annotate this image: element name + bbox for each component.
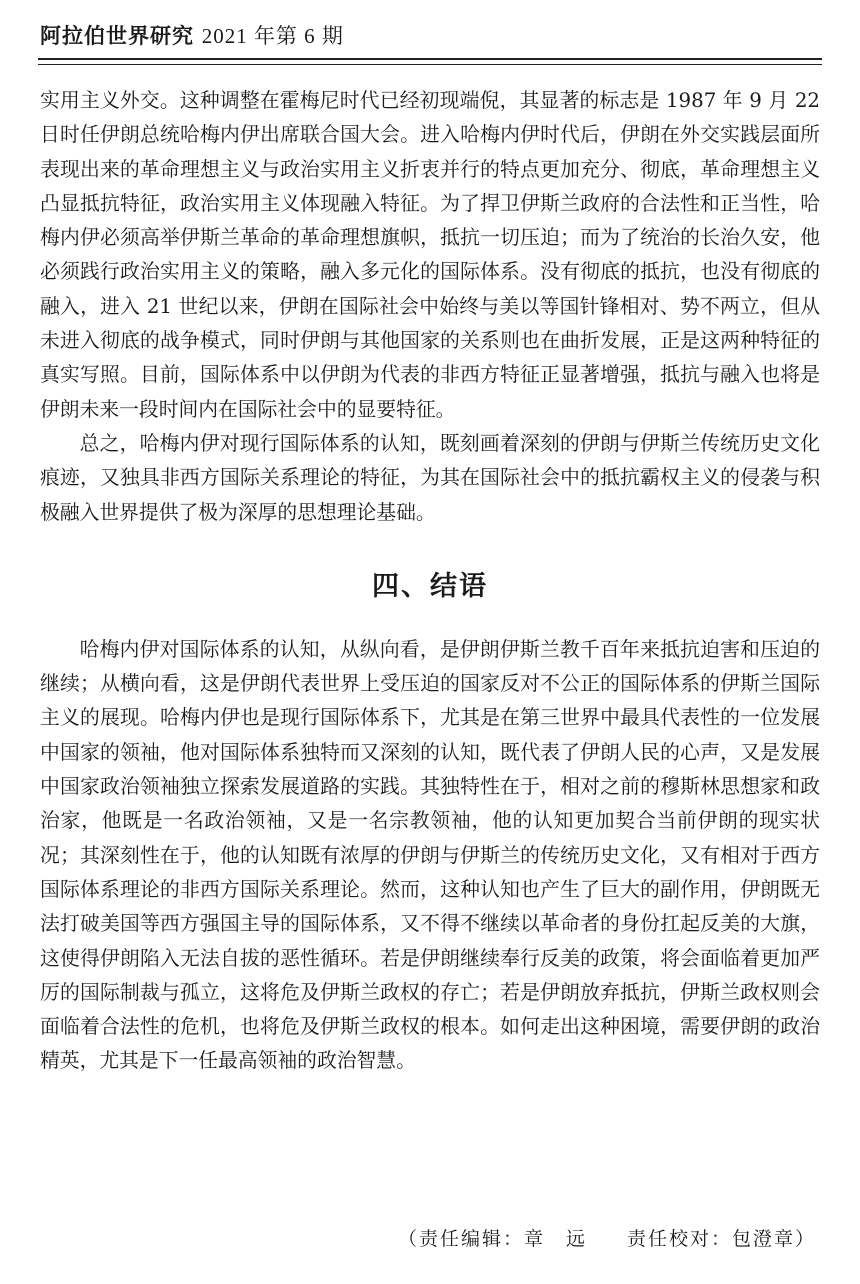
paragraph: 实用主义外交。这种调整在霍梅尼时代已经初现端倪，其显著的标志是 1987 年 9 月 22 日时任伊朗总统哈梅内伊出席联合国大会。进入哈梅内伊时代后，伊朗在外交实践层面所表现出来的革命理想主义与政治实用主义折衷并行的特点更加充分、彻底，革命理想主义凸显抵抗特征，政治实用主义体现融入特征。为了捍卫伊斯兰政府的合法性和正当性，哈梅内伊必须高举伊斯兰革命的革命理想旗帜，抵抗一切压迫；而为了统治的长治久安，他必须践行政治实用主义的策略，融入多元化的国际体系。没有彻底的抵抗，也没有彻底的融入，进入 21 世纪以来，伊朗在国际社会中始终与美以等国针锋相对、势不两立，但从未进入彻底的战争模式，同时伊朗与其他国家的关系则也在曲折发展，正是这两种特征的真实写照。目前，国际体系中以伊朗为代表的非西方特征正显著增强，抵抗与融入也将是伊朗未来一段时间内在国际社会中的显要特征。	[40, 89, 820, 421]
header-rule-thick	[38, 58, 822, 60]
journal-title: 阿拉伯世界研究	[40, 24, 194, 48]
editor-credit: （责任编辑：章 远	[397, 1228, 587, 1250]
editorial-credits	[398, 1224, 816, 1251]
running-header	[40, 20, 344, 50]
proofreader-credit: 责任校对：包澄章）	[626, 1228, 816, 1250]
issue-label: 2021 年第 6 期	[201, 24, 344, 48]
article-body	[40, 84, 820, 1079]
section-heading: 四、结语	[372, 570, 488, 602]
paragraph: 哈梅内伊对国际体系的认知，从纵向看，是伊朗伊斯兰教千百年来抵抗迫害和压迫的继续；从横向看，这是伊朗代表世界上受压迫的国家反对不公正的国际体系的伊斯兰国际主义的展现。哈梅内伊也是现行国际体系下，尤其是在第三世界中最具代表性的一位发展中国家的领袖，他对国际体系独特而又深刻的认知，既代表了伊朗人民的心声，又是发展中国家政治领袖独立探索发展道路的实践。其独特性在于，相对之前的穆斯林思想家和政治家，他既是一名政治领袖，又是一名宗教领袖，他的认知更加契合当前伊朗的现实状况；其深刻性在于，他的认知既有浓厚的伊朗与伊斯兰的传统历史文化，又有相对于西方国际体系理论的非西方国际关系理论。然而，这种认知也产生了巨大的副作用，伊朗既无法打破美国等西方强国主导的国际体系，又不得不继续以革命者的身份扛起反美的大旗，这使得伊朗陷入无法自拔的恶性循环。若是伊朗继续奉行反美的政策，将会面临着更加严厉的国际制裁与孤立，这将危及伊斯兰政权的存亡；若是伊朗放弃抵抗，伊斯兰政权则会面临着合法性的危机，也将危及伊斯兰政权的根本。如何走出这种困境，需要伊朗的政治精英，尤其是下一任最高领袖的政治智慧。	[40, 637, 820, 1073]
paragraph: 总之，哈梅内伊对现行国际体系的认知，既刻画着深刻的伊朗与伊斯兰传统历史文化痕迹，又独具非西方国际关系理论的特征，为其在国际社会中的抵抗霸权主义的侵袭与积极融入世界提供了极为深厚的思想理论基础。	[40, 431, 820, 524]
header-rule-thin	[38, 64, 822, 65]
